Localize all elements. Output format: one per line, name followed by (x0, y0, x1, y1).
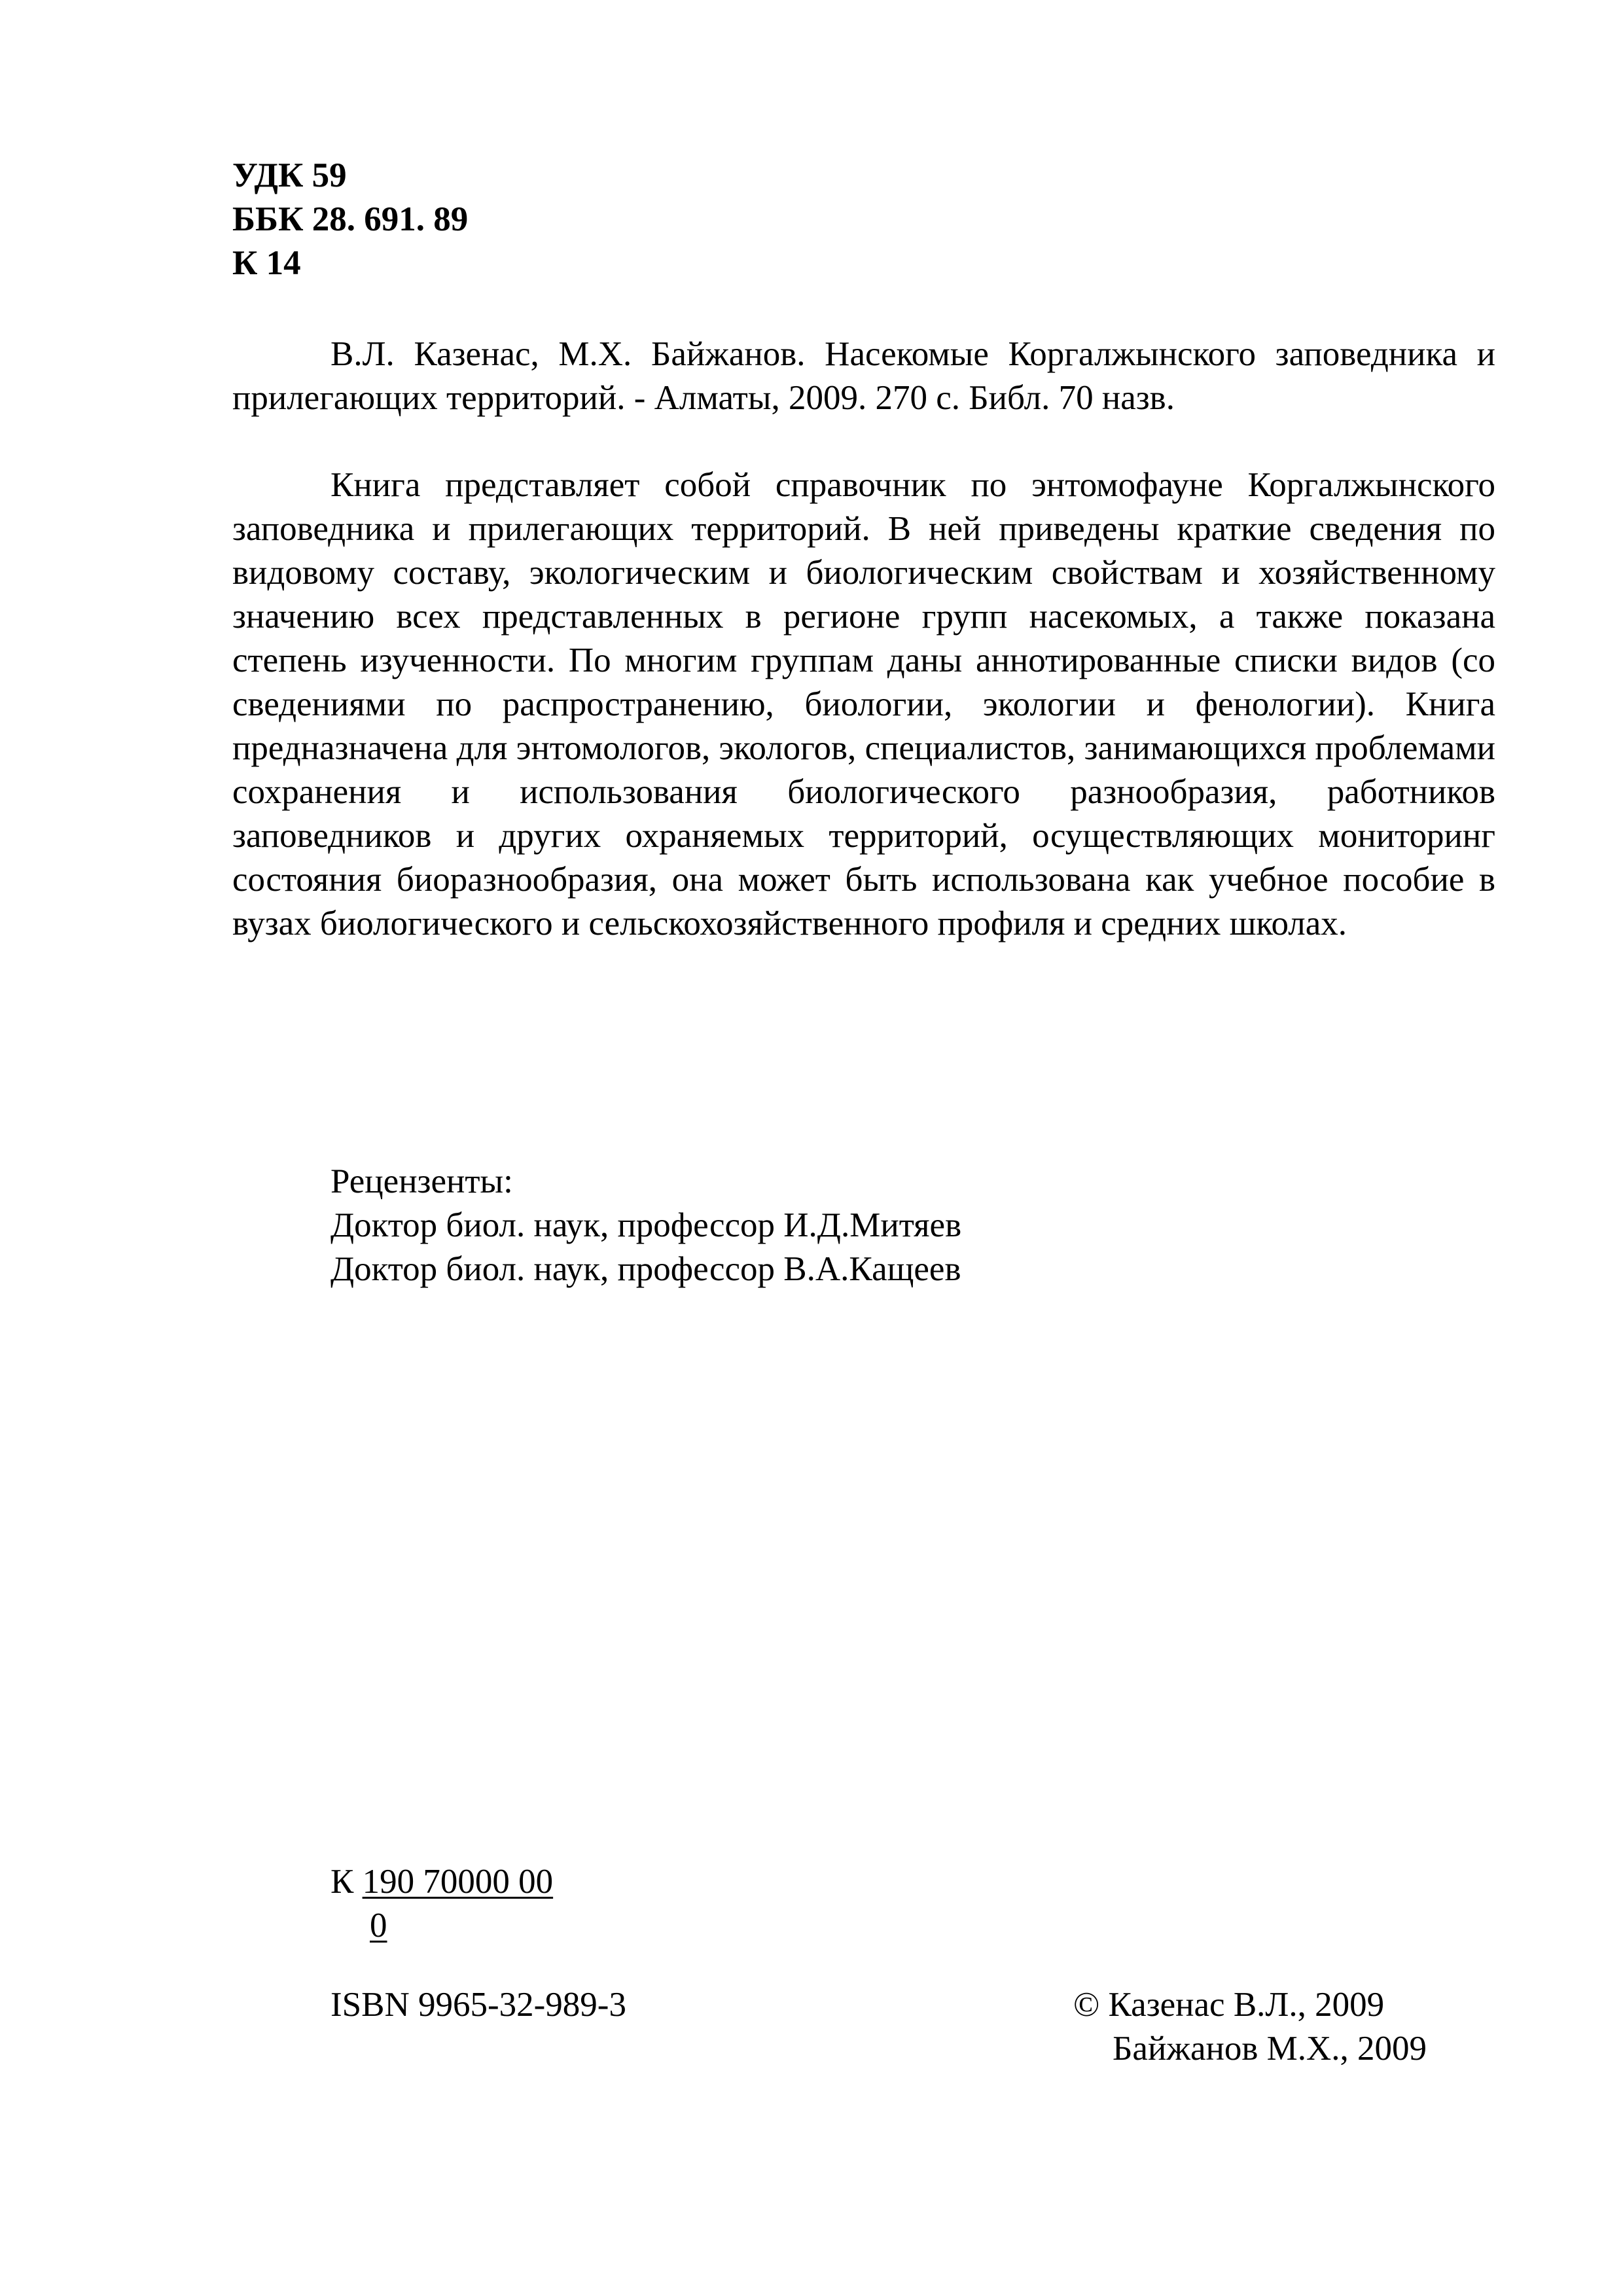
citation-paragraph (232, 332, 1495, 420)
copyright-line-1: © Казенас В.Л., 2009 (1073, 1986, 1385, 2024)
copyright-line-2: Байжанов М.Х., 2009 (1113, 2030, 1427, 2068)
publisher-code-prefix: К (330, 1863, 363, 1901)
isbn: ISBN 9965-32-989-3 (330, 1986, 626, 2024)
reviewer-2: Доктор биол. наук, профессор В.А.Кащеев (330, 1250, 961, 1288)
publisher-code-denominator: 0 (370, 1907, 387, 1945)
description-paragraph (232, 463, 1495, 946)
description-text: Книга представляет собой справочник по энтомофауне Коргалжынского заповедника и прилегающих территорий. В ней приведены краткие сведения по видовому составу, экологическим и биологическим свойствам и хозяйственному значению всех представленных в регионе групп насекомых, а также показана степень изученности. По многим группам даны аннотированные списки видов (со сведениями по распространению, биологии, экологии и фенологии). Книга предназначена для энтомологов, экологов, специалистов, занимающихся проблемами сохранения и использования биологического разнообразия, работников заповедников и других охраняемых территорий, осуществляющих мониторинг состояния биоразнообразия, она может быть использована как учебное пособие в вузах биологического и сельскохозяйственного профиля и средних школах. (232, 466, 1495, 942)
reviewers-heading: Рецензенты: (330, 1162, 513, 1200)
udk-code: УДК 59 (232, 156, 347, 194)
reviewers-block (330, 1160, 961, 1291)
publisher-code (330, 1860, 553, 1948)
bbk-code: ББК 28. 691. 89 (232, 200, 469, 238)
classification-codes (232, 154, 468, 285)
citation-text: В.Л. Казенас, М.Х. Байжанов. Насекомые Коргалжынского заповедника и прилегающих территорий. - Алматы, 2009. 270 с. Библ. 70 назв. (232, 335, 1495, 417)
reviewer-1: Доктор биол. наук, профессор И.Д.Митяев (330, 1206, 962, 1244)
author-sign: К 14 (232, 244, 301, 282)
publisher-code-numerator: 190 70000 00 (362, 1863, 554, 1901)
copyright-block (1073, 1983, 1427, 2071)
